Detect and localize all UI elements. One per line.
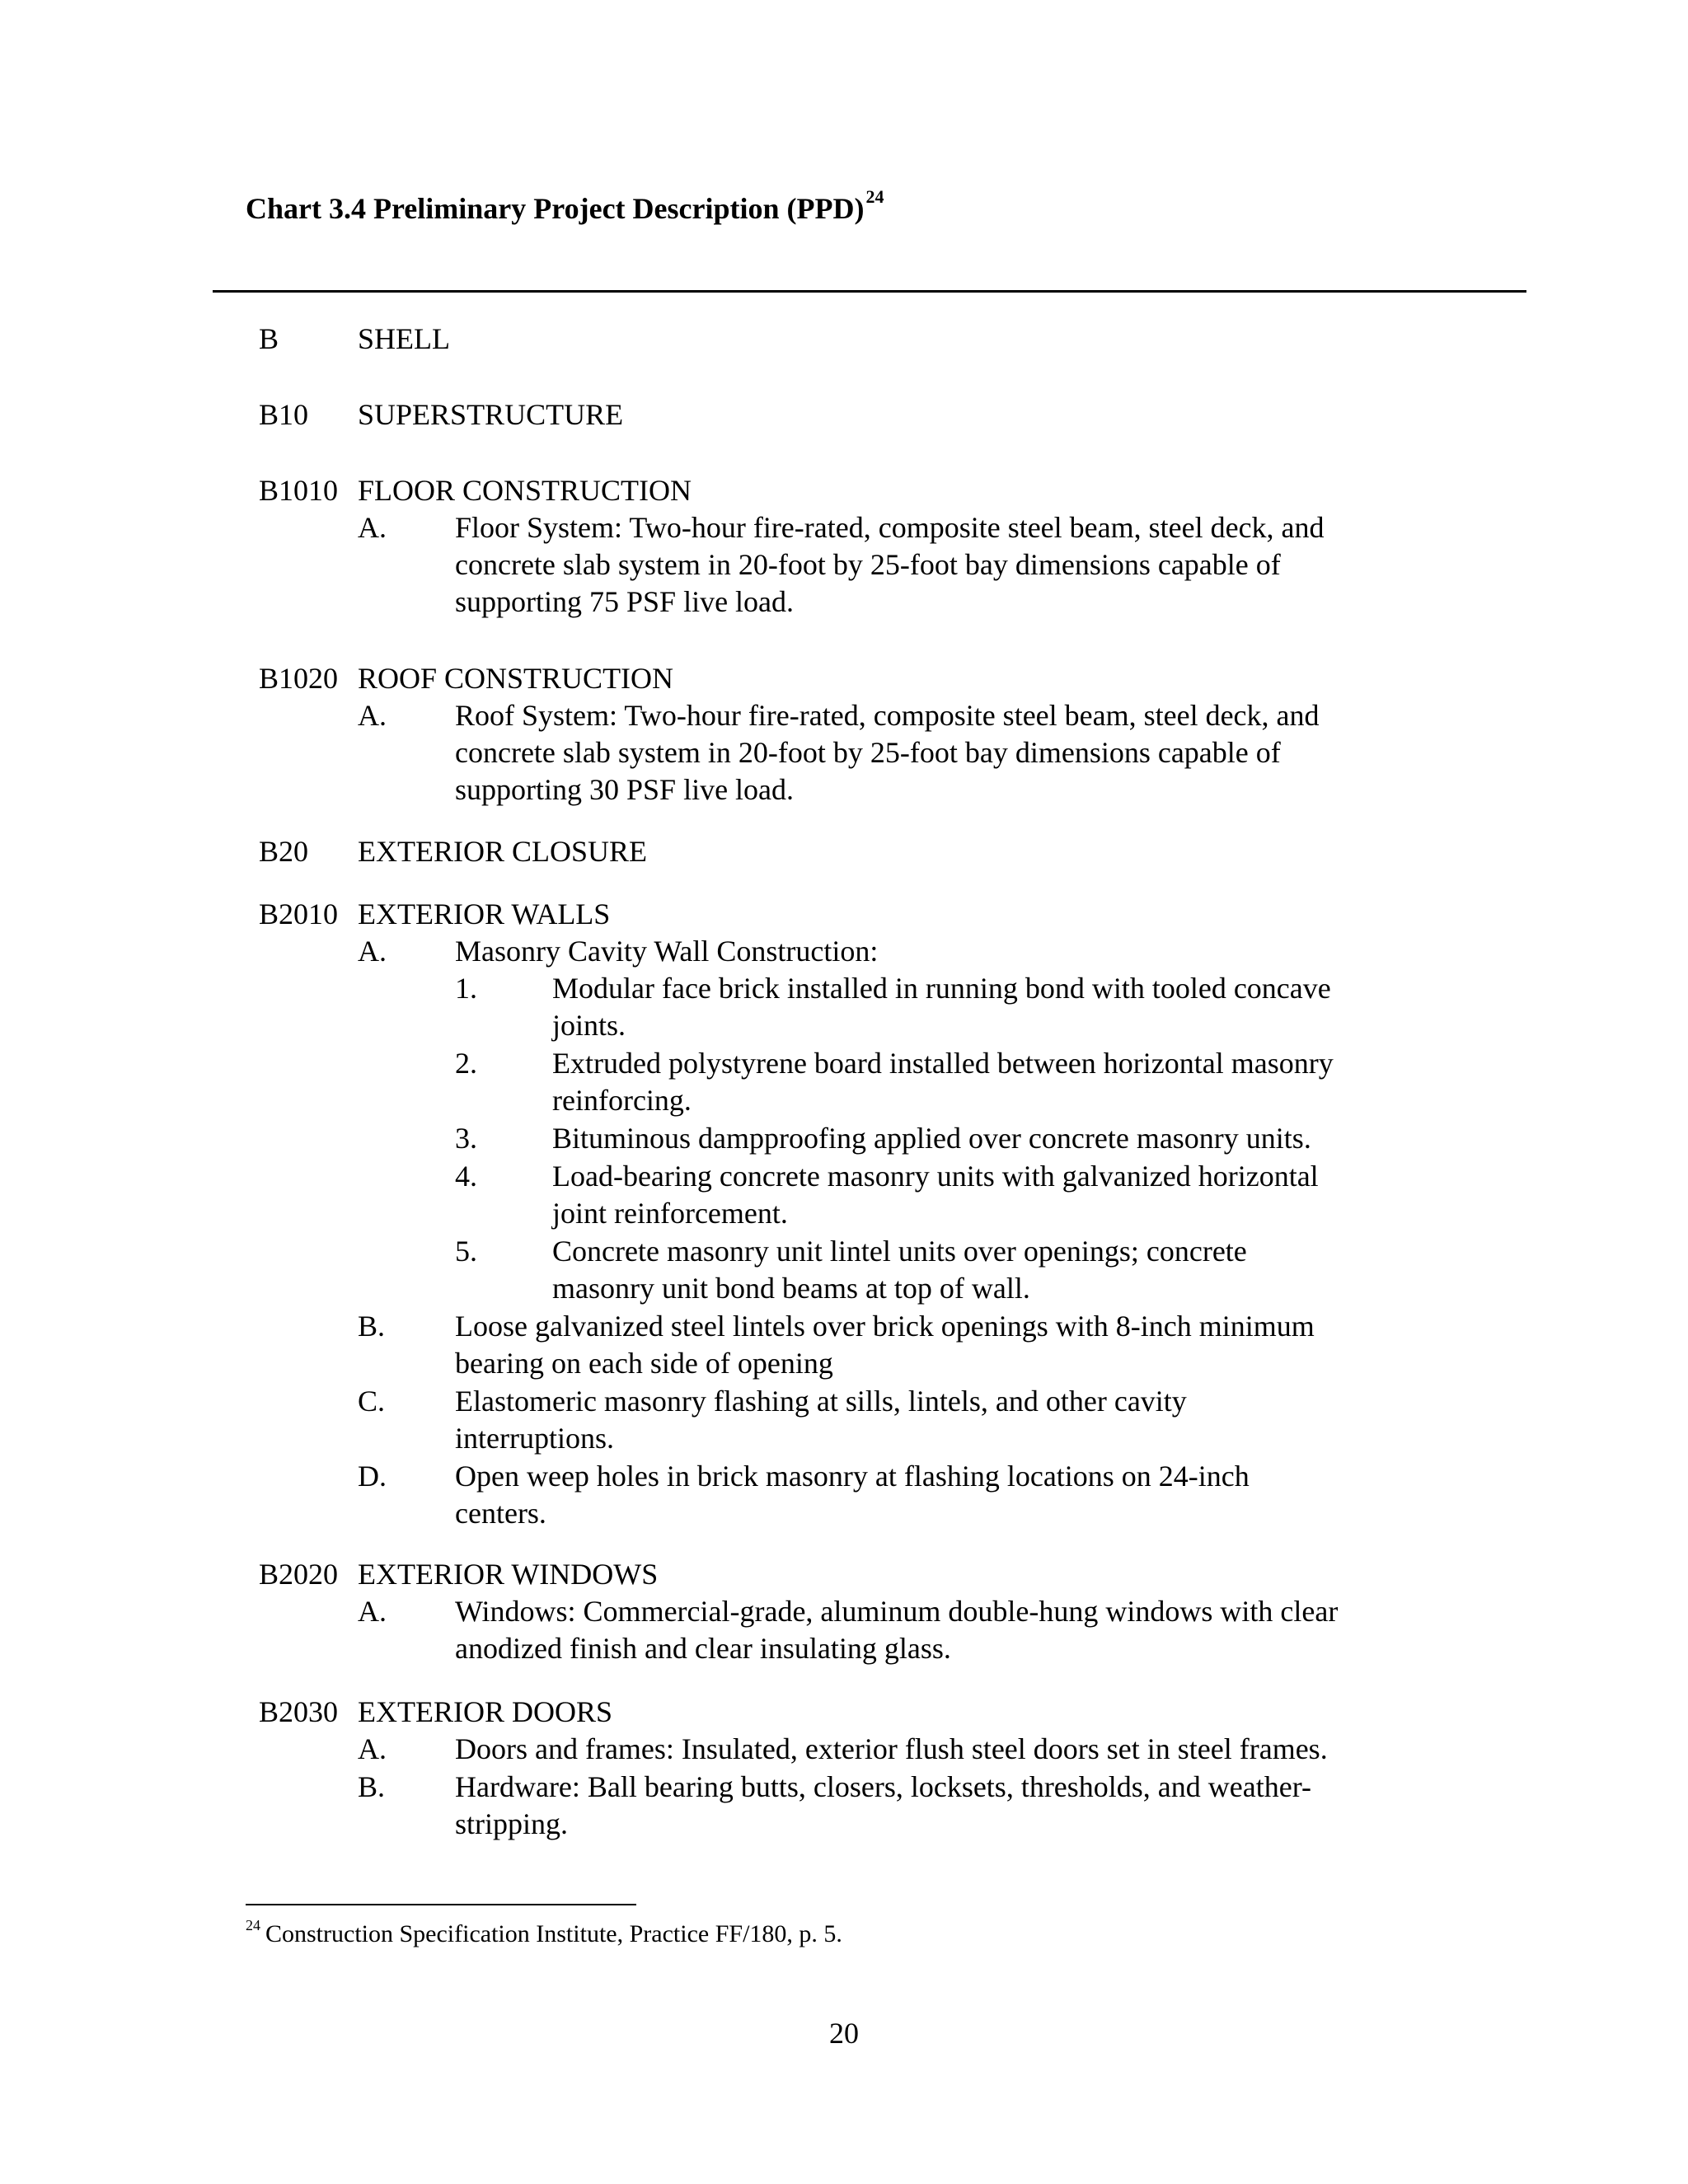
item-text: Roof System: Two-hour fire-rated, composite steel beam, steel deck, and bbox=[455, 699, 1320, 732]
section-code: B2020 bbox=[259, 1558, 339, 1591]
item-text: Hardware: Ball bearing butts, closers, locksets, thresholds, and weather- bbox=[455, 1770, 1311, 1803]
section-heading: SHELL bbox=[358, 322, 450, 355]
subitem-number: 4. bbox=[455, 1160, 477, 1193]
footnote-divider bbox=[246, 1904, 636, 1905]
section-heading: FLOOR CONSTRUCTION bbox=[358, 474, 692, 507]
subitem-text: joints. bbox=[552, 1009, 626, 1042]
section-code: B1010 bbox=[259, 474, 339, 507]
section-heading: ROOF CONSTRUCTION bbox=[358, 662, 674, 695]
item-text: concrete slab system in 20-foot by 25-foot bay dimensions capable of bbox=[455, 548, 1281, 581]
item-text: Windows: Commercial-grade, aluminum double-hung windows with clear bbox=[455, 1595, 1339, 1628]
subitem-number: 5. bbox=[455, 1235, 477, 1268]
section-heading: EXTERIOR DOORS bbox=[358, 1695, 613, 1728]
footnote-marker: 24 bbox=[246, 1917, 260, 1933]
item-label: D. bbox=[358, 1460, 387, 1493]
section-code: B bbox=[259, 322, 279, 355]
item-text: bearing on each side of opening bbox=[455, 1347, 833, 1380]
item-text: interruptions. bbox=[455, 1422, 614, 1455]
footnote-text: Construction Specification Institute, Practice FF/180, p. 5. bbox=[265, 1920, 842, 1947]
section-heading: EXTERIOR WALLS bbox=[358, 898, 611, 930]
item-text: stripping. bbox=[455, 1807, 569, 1840]
item-label: A. bbox=[358, 699, 387, 732]
section-code: B20 bbox=[259, 835, 309, 868]
item-text: Floor System: Two-hour fire-rated, composite steel beam, steel deck, and bbox=[455, 511, 1325, 544]
item-text: concrete slab system in 20-foot by 25-foot bay dimensions capable of bbox=[455, 736, 1281, 769]
subitem-number: 1. bbox=[455, 972, 477, 1005]
item-text: Elastomeric masonry flashing at sills, lintels, and other cavity bbox=[455, 1385, 1187, 1418]
item-text: supporting 75 PSF live load. bbox=[455, 585, 795, 618]
item-text: supporting 30 PSF live load. bbox=[455, 773, 795, 806]
item-label: A. bbox=[358, 511, 387, 544]
item-label: C. bbox=[358, 1385, 386, 1418]
title-text: Chart 3.4 Preliminary Project Description (PPD) bbox=[246, 192, 865, 225]
subitem-text: Bituminous dampproofing applied over concrete masonry units. bbox=[552, 1122, 1311, 1155]
subitem-text: Load-bearing concrete masonry units with galvanized horizontal bbox=[552, 1160, 1319, 1193]
subitem-number: 3. bbox=[455, 1122, 477, 1155]
subitem-text: Extruded polystyrene board installed between horizontal masonry bbox=[552, 1047, 1334, 1080]
item-text: Open weep holes in brick masonry at flashing locations on 24-inch bbox=[455, 1460, 1250, 1493]
section-heading: SUPERSTRUCTURE bbox=[358, 398, 624, 431]
item-label: A. bbox=[358, 935, 387, 968]
page-number: 20 bbox=[829, 2017, 859, 2050]
subitem-text: Modular face brick installed in running bond with tooled concave bbox=[552, 972, 1331, 1005]
item-label: B. bbox=[358, 1310, 386, 1343]
section-heading: EXTERIOR WINDOWS bbox=[358, 1558, 659, 1591]
item-text: Masonry Cavity Wall Construction: bbox=[455, 935, 879, 968]
subitem-text: masonry unit bond beams at top of wall. bbox=[552, 1272, 1030, 1305]
section-heading: EXTERIOR CLOSURE bbox=[358, 835, 647, 868]
subitem-text: reinforcing. bbox=[552, 1084, 692, 1117]
item-label: A. bbox=[358, 1595, 387, 1628]
section-code: B10 bbox=[259, 398, 309, 431]
item-text: centers. bbox=[455, 1497, 546, 1530]
title-divider bbox=[213, 290, 1526, 293]
section-code: B1020 bbox=[259, 662, 339, 695]
footnote-reference: 24 bbox=[865, 186, 884, 207]
subitem-text: Concrete masonry unit lintel units over openings; concrete bbox=[552, 1235, 1247, 1268]
subitem-text: joint reinforcement. bbox=[552, 1197, 788, 1230]
footnote bbox=[246, 1917, 842, 1948]
item-text: anodized finish and clear insulating glass. bbox=[455, 1632, 951, 1665]
item-label: A. bbox=[358, 1732, 387, 1765]
subitem-number: 2. bbox=[455, 1047, 477, 1080]
item-text: Loose galvanized steel lintels over brick openings with 8-inch minimum bbox=[455, 1310, 1315, 1343]
item-text: Doors and frames: Insulated, exterior flush steel doors set in steel frames. bbox=[455, 1732, 1328, 1765]
section-code: B2010 bbox=[259, 898, 339, 930]
item-label: B. bbox=[358, 1770, 386, 1803]
page-title bbox=[246, 186, 884, 226]
section-code: B2030 bbox=[259, 1695, 339, 1728]
